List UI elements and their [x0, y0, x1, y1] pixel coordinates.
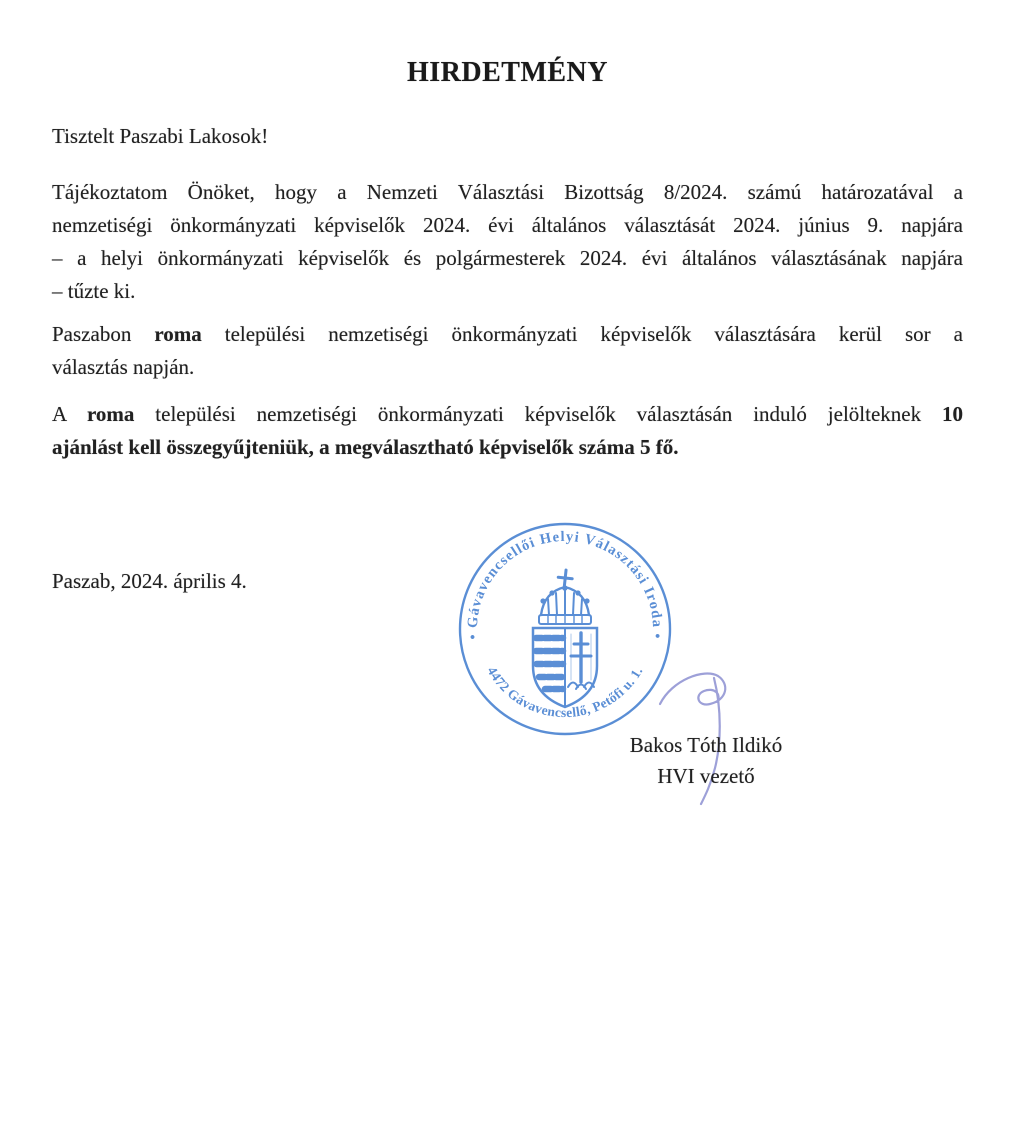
text-line: Tájékoztatom Önöket, hogy a Nemzeti Választási Bizottság 8/2024. számú határozatával a: [52, 180, 963, 204]
paragraph-local-election: [52, 318, 963, 384]
paragraph-candidates: [52, 398, 963, 464]
signature-block: [581, 730, 831, 792]
hungarian-coat-of-arms-icon: [533, 569, 597, 707]
stamp-arc-top-text: • Gávavencsellői Helyi Választási Iroda •: [464, 528, 666, 641]
text-line: ajánlást kell összegyűjteniük, a megválasztható képviselők száma 5 fő.: [52, 435, 679, 459]
signatory-name: Bakos Tóth Ildikó: [629, 733, 783, 757]
date-line: Paszab, 2024. április 4.: [52, 569, 247, 593]
paragraph-election-decision: [52, 176, 963, 308]
page-title: HIRDETMÉNY: [406, 57, 608, 88]
text-line: – a helyi önkormányzati képviselők és polgármesterek 2024. évi általános választásának napjára: [52, 246, 963, 270]
signatory-role: HVI vezető: [657, 764, 755, 788]
text-line: – tűzte ki.: [52, 279, 136, 303]
text-line: választás napján.: [52, 355, 195, 379]
text-line: A roma települési nemzetiségi önkormányzati képviselők választásán induló jelölteknek 10: [52, 402, 964, 426]
stamp-arc-bottom-text: 4472 Gávavencsellő, Petőfi u. 1.: [484, 663, 646, 721]
official-stamp: [452, 512, 678, 746]
text-line: Paszabon roma települési nemzetiségi önkormányzati képviselők választására kerül sor a: [52, 322, 963, 346]
text-line: nemzetiségi önkormányzati képviselők 2024. évi általános választását 2024. június 9. napjára: [52, 213, 963, 237]
greeting-line: Tisztelt Paszabi Lakosok!: [52, 124, 269, 148]
